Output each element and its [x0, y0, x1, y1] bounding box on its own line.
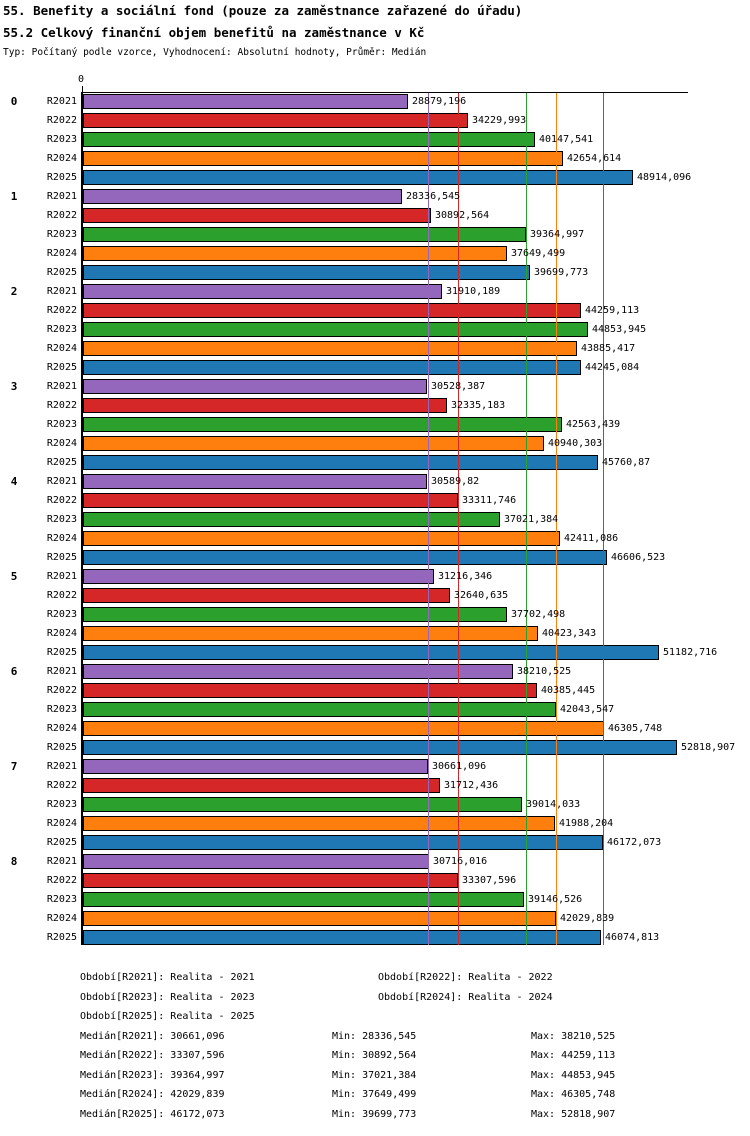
series-label: R2025 [46, 932, 77, 943]
series-label: R2022 [46, 590, 77, 601]
series-label: R2023 [46, 894, 77, 905]
group-label: 5 [10, 570, 18, 583]
report-title-line2: 55.2 Celkový finanční objem benefitů na zaměstnance v Kč [3, 25, 425, 40]
bar-value-label: 46074,813 [605, 932, 660, 943]
bar-r2024 [83, 911, 556, 926]
bar-value-label: 44259,113 [585, 305, 640, 316]
series-label: R2023 [46, 419, 77, 430]
series-label: R2025 [46, 172, 77, 183]
series-label: R2021 [46, 96, 77, 107]
bar-r2022 [83, 208, 431, 223]
bar-value-label: 42654,614 [567, 153, 622, 164]
legend-item: Období[R2025]: Realita - 2025 [80, 1011, 255, 1022]
report-title-line1: 55. Benefity a sociální fond (pouze za zaměstnance zařazené do úřadu) [3, 3, 523, 18]
bar-r2022 [83, 113, 468, 128]
series-label: R2025 [46, 647, 77, 658]
bar-value-label: 40423,343 [542, 628, 597, 639]
bar-value-label: 46172,073 [607, 837, 662, 848]
series-label: R2023 [46, 324, 77, 335]
stat-min: Min: 37649,499 [332, 1089, 417, 1100]
bar-value-label: 28336,545 [406, 191, 461, 202]
series-label: R2022 [46, 115, 77, 126]
bar-r2024 [83, 626, 538, 641]
stat-max: Max: 38210,525 [531, 1031, 616, 1042]
series-label: R2024 [46, 818, 77, 829]
series-label: R2021 [46, 761, 77, 772]
bar-r2024 [83, 246, 507, 261]
bar-r2022 [83, 493, 458, 508]
series-label: R2024 [46, 438, 77, 449]
bar-r2024 [83, 341, 577, 356]
legend-item: Období[R2021]: Realita - 2021 [80, 972, 255, 983]
bar-r2021 [83, 759, 428, 774]
series-label: R2021 [46, 381, 77, 392]
bar-r2022 [83, 873, 458, 888]
stat-median: Medián[R2023]: 39364,997 [80, 1070, 225, 1081]
bar-value-label: 32335,183 [451, 400, 506, 411]
series-label: R2025 [46, 362, 77, 373]
series-label: R2024 [46, 628, 77, 639]
group-label: 1 [10, 190, 18, 203]
x-axis-zero-label: 0 [78, 74, 85, 85]
group-label: 2 [10, 285, 18, 298]
bar-r2025 [83, 740, 677, 755]
series-label: R2022 [46, 400, 77, 411]
series-label: R2022 [46, 495, 77, 506]
bar-value-label: 37649,499 [511, 248, 566, 259]
series-label: R2025 [46, 742, 77, 753]
bar-r2024 [83, 531, 560, 546]
bar-value-label: 52818,907 [681, 742, 736, 753]
bar-value-label: 38210,525 [517, 666, 572, 677]
bar-r2023 [83, 797, 522, 812]
x-axis-line [81, 92, 688, 93]
bar-value-label: 42029,839 [560, 913, 615, 924]
series-label: R2025 [46, 552, 77, 563]
bar-value-label: 45760,87 [602, 457, 651, 468]
bar-r2021 [83, 379, 427, 394]
bar-value-label: 30716,016 [433, 856, 488, 867]
bar-r2025 [83, 265, 530, 280]
bar-r2025 [83, 930, 601, 945]
bar-r2021 [83, 189, 402, 204]
bar-r2023 [83, 702, 556, 717]
bar-value-label: 33307,596 [462, 875, 517, 886]
bar-r2022 [83, 398, 447, 413]
bar-value-label: 37702,498 [511, 609, 566, 620]
bar-r2025 [83, 170, 633, 185]
bar-value-label: 41988,204 [559, 818, 614, 829]
bar-r2024 [83, 436, 544, 451]
series-label: R2021 [46, 856, 77, 867]
stat-median: Medián[R2024]: 42029,839 [80, 1089, 225, 1100]
bar-value-label: 33311,746 [462, 495, 517, 506]
series-label: R2024 [46, 533, 77, 544]
series-label: R2023 [46, 134, 77, 145]
bar-value-label: 37021,384 [504, 514, 559, 525]
bar-r2024 [83, 816, 555, 831]
stat-min: Min: 30892,564 [332, 1050, 417, 1061]
series-label: R2022 [46, 685, 77, 696]
group-label: 4 [10, 475, 18, 488]
bar-value-label: 30661,096 [432, 761, 487, 772]
bar-value-label: 30528,387 [431, 381, 486, 392]
bar-r2025 [83, 455, 598, 470]
series-label: R2025 [46, 267, 77, 278]
bar-r2023 [83, 417, 562, 432]
series-label: R2024 [46, 723, 77, 734]
series-label: R2021 [46, 666, 77, 677]
bar-value-label: 46305,748 [608, 723, 663, 734]
stat-median: Medián[R2022]: 33307,596 [80, 1050, 225, 1061]
bar-r2021 [83, 94, 408, 109]
series-label: R2025 [46, 837, 77, 848]
legend-item: Období[R2023]: Realita - 2023 [80, 992, 255, 1003]
bar-r2023 [83, 132, 535, 147]
stat-max: Max: 44259,113 [531, 1050, 616, 1061]
bar-r2023 [83, 322, 588, 337]
bar-r2022 [83, 683, 537, 698]
stat-median: Medián[R2021]: 30661,096 [80, 1031, 225, 1042]
series-label: R2023 [46, 704, 77, 715]
group-label: 6 [10, 665, 18, 678]
stat-min: Min: 37021,384 [332, 1070, 417, 1081]
bar-r2023 [83, 227, 526, 242]
bar-value-label: 42043,547 [560, 704, 615, 715]
bar-value-label: 32640,635 [454, 590, 509, 601]
stat-max: Max: 52818,907 [531, 1109, 616, 1120]
series-label: R2024 [46, 153, 77, 164]
bar-r2021 [83, 284, 442, 299]
group-label: 0 [10, 95, 18, 108]
legend-item: Období[R2022]: Realita - 2022 [378, 972, 553, 983]
legend-item: Období[R2024]: Realita - 2024 [378, 992, 553, 1003]
bar-r2024 [83, 151, 563, 166]
bar-value-label: 44853,945 [592, 324, 647, 335]
series-label: R2021 [46, 571, 77, 582]
bar-value-label: 39014,033 [526, 799, 581, 810]
bar-value-label: 28879,196 [412, 96, 467, 107]
bar-value-label: 39699,773 [534, 267, 589, 278]
bar-value-label: 30589,82 [431, 476, 480, 487]
bar-r2022 [83, 588, 450, 603]
bar-value-label: 39146,526 [528, 894, 583, 905]
group-label: 3 [10, 380, 18, 393]
bar-r2022 [83, 778, 440, 793]
series-label: R2021 [46, 191, 77, 202]
series-label: R2021 [46, 476, 77, 487]
bar-value-label: 51182,716 [663, 647, 718, 658]
series-label: R2025 [46, 457, 77, 468]
bar-r2025 [83, 835, 603, 850]
group-label: 7 [10, 760, 18, 773]
bar-r2021 [83, 474, 427, 489]
series-label: R2022 [46, 210, 77, 221]
bar-value-label: 30892,564 [435, 210, 490, 221]
stat-max: Max: 46305,748 [531, 1089, 616, 1100]
bar-r2023 [83, 512, 500, 527]
stat-max: Max: 44853,945 [531, 1070, 616, 1081]
series-label: R2023 [46, 609, 77, 620]
bar-value-label: 40385,445 [541, 685, 596, 696]
bar-r2023 [83, 607, 507, 622]
stat-min: Min: 28336,545 [332, 1031, 417, 1042]
bar-r2025 [83, 645, 659, 660]
bar-r2025 [83, 360, 581, 375]
bar-value-label: 48914,096 [637, 172, 692, 183]
bar-value-label: 46606,523 [611, 552, 666, 563]
report-meta: Typ: Počítaný podle vzorce, Vyhodnocení: Absolutní hodnoty, Průměr: Medián [3, 47, 427, 58]
median-line-r2021 [428, 92, 429, 945]
bar-r2025 [83, 550, 607, 565]
series-label: R2021 [46, 286, 77, 297]
y-axis-line [81, 92, 83, 945]
bar-value-label: 31216,346 [438, 571, 493, 582]
series-label: R2022 [46, 875, 77, 886]
bar-value-label: 31910,189 [446, 286, 501, 297]
series-label: R2022 [46, 780, 77, 791]
bar-value-label: 40940,303 [548, 438, 603, 449]
bar-value-label: 44245,084 [585, 362, 640, 373]
series-label: R2022 [46, 305, 77, 316]
series-label: R2024 [46, 343, 77, 354]
bar-r2022 [83, 303, 581, 318]
bar-value-label: 39364,997 [530, 229, 585, 240]
bar-value-label: 34229,993 [472, 115, 527, 126]
bar-r2021 [83, 854, 429, 869]
bar-r2021 [83, 664, 513, 679]
series-label: R2023 [46, 799, 77, 810]
series-label: R2024 [46, 913, 77, 924]
stat-min: Min: 39699,773 [332, 1109, 417, 1120]
bar-value-label: 43885,417 [581, 343, 636, 354]
bar-value-label: 42411,086 [564, 533, 619, 544]
series-label: R2023 [46, 229, 77, 240]
bar-value-label: 40147,541 [539, 134, 594, 145]
bar-value-label: 31712,436 [444, 780, 499, 791]
stat-median: Medián[R2025]: 46172,073 [80, 1109, 225, 1120]
bar-value-label: 42563,439 [566, 419, 621, 430]
group-label: 8 [10, 855, 18, 868]
series-label: R2024 [46, 248, 77, 259]
bar-r2021 [83, 569, 434, 584]
series-label: R2023 [46, 514, 77, 525]
